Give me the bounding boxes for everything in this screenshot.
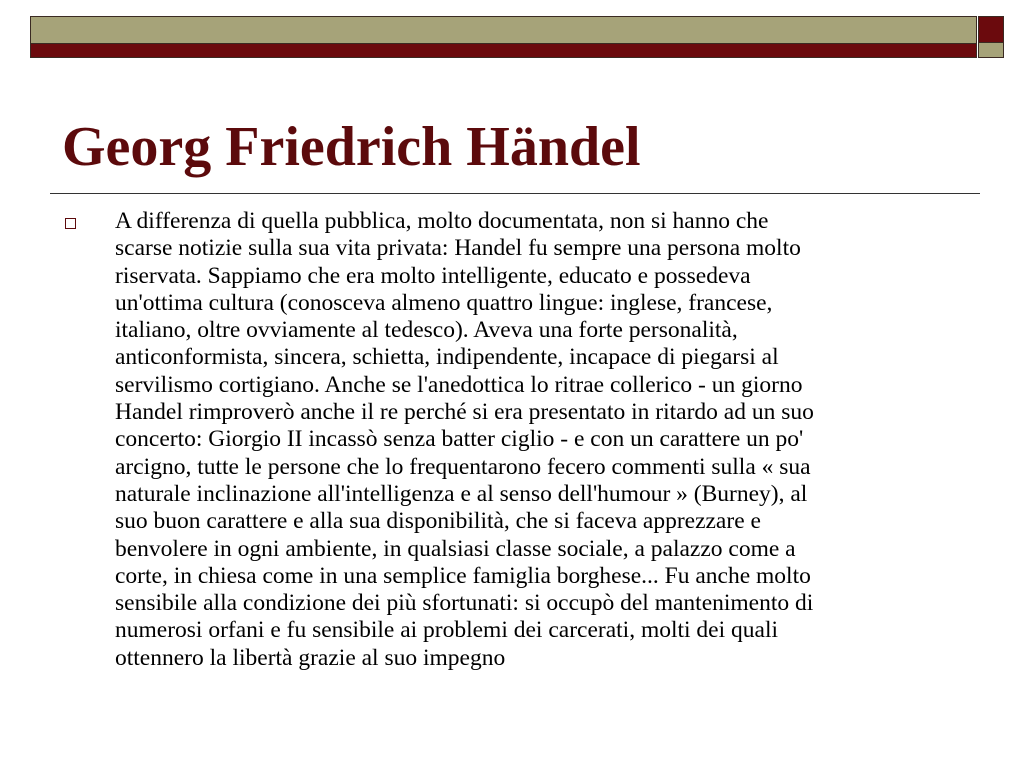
body-line: corte, in chiesa come in una semplice famiglia borghese... Fu anche molto xyxy=(115,562,811,589)
body-line: concerto: Giorgio II incassò senza batter ciglio - e con un carattere un po' xyxy=(115,426,804,453)
bullet-text xyxy=(115,208,970,672)
body-line: arcigno, tutte le persone che lo frequentarono fecero commenti sulla « sua xyxy=(115,453,811,480)
body-line: sensibile alla condizione dei più sfortunati: si occupò del mantenimento di xyxy=(115,590,814,617)
body-line: benvolere in ogni ambiente, in qualsiasi classe sociale, a palazzo come a xyxy=(115,535,796,562)
body-line: naturale inclinazione all'intelligenza e al senso dell'humour » (Burney), al xyxy=(115,480,808,507)
corner-square-maroon xyxy=(978,16,1004,43)
top-bar-maroon-band xyxy=(31,44,976,57)
title-divider xyxy=(50,193,980,194)
slide-title: Georg Friedrich Händel xyxy=(62,116,641,178)
top-decorative-bar xyxy=(30,16,977,58)
body-line: servilismo cortigiano. Anche se l'anedottica lo ritrae collerico - un giorno xyxy=(115,371,803,398)
body-line: scarse notizie sulla sua vita privata: Handel fu sempre una persona molto xyxy=(115,235,801,262)
body-line: un'ottima cultura (conosceva almeno quattro lingue: inglese, francese, xyxy=(115,289,773,316)
hollow-square-bullet-icon xyxy=(65,218,76,229)
body-line: anticonformista, sincera, schietta, indipendente, incapace di piegarsi al xyxy=(115,344,779,371)
top-bar-olive-band xyxy=(31,17,976,44)
body-line: suo buon carattere e alla sua disponibilità, che si faceva apprezzare e xyxy=(115,508,761,535)
body-line: ottennero la libertà grazie al suo impegno xyxy=(115,644,506,671)
body-line: numerosi orfani e fu sensibile ai problemi dei carcerati, molti dei quali xyxy=(115,617,779,644)
body-line: A differenza di quella pubblica, molto documentata, non si hanno che xyxy=(115,208,769,234)
body-line: riservata. Sappiamo che era molto intelligente, educato e possedeva xyxy=(115,262,751,289)
body-line: Handel rimproverò anche il re perché si era presentato in ritardo ad un suo xyxy=(115,399,814,426)
corner-square-olive xyxy=(978,43,1004,58)
body-line: italiano, oltre ovviamente al tedesco). Aveva una forte personalità, xyxy=(115,317,738,344)
